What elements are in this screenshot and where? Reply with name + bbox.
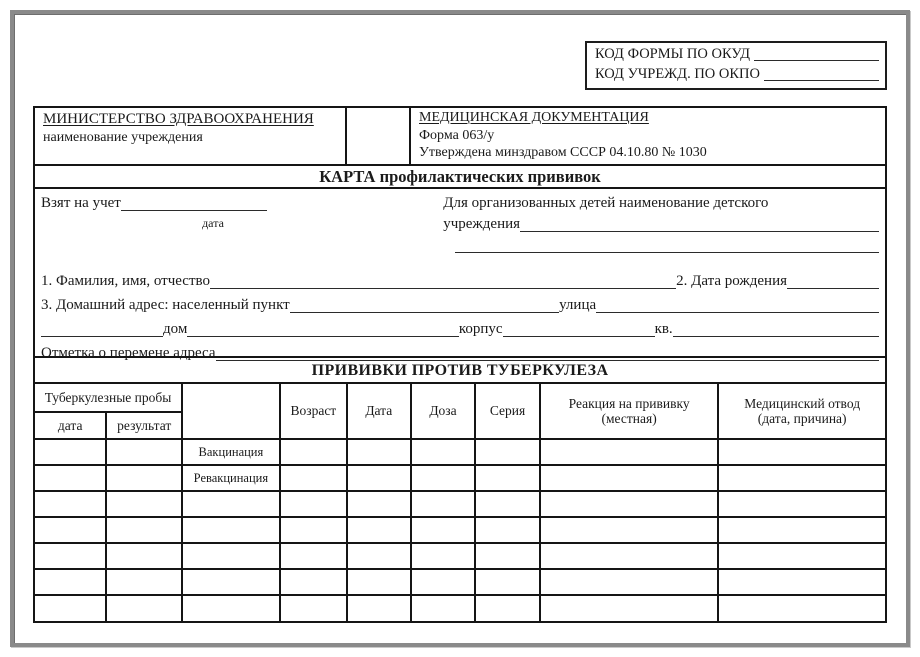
empty-cell: [35, 569, 106, 595]
reaction-header-line1: Реакция на прививку: [568, 395, 690, 411]
empty-cell: [35, 439, 106, 465]
intake-blank-line: [121, 210, 267, 211]
apartment-label: кв.: [654, 321, 673, 337]
empty-cell: [106, 517, 182, 543]
tb-table-wrapper: [35, 382, 885, 621]
okpo-blank-line: [764, 80, 879, 81]
empty-cell: [475, 517, 540, 543]
form-number: Форма 063/у: [419, 127, 495, 143]
table-row: [35, 491, 885, 517]
series-header: Серия: [475, 384, 540, 439]
empty-cell: [106, 439, 182, 465]
med-doc-title: МЕДИЦИНСКАЯ ДОКУМЕНТАЦИЯ: [419, 110, 649, 125]
empty-cell: [106, 543, 182, 569]
okud-blank-line: [754, 60, 879, 61]
street-blank-line: [596, 312, 879, 313]
org-blank-line-1: [520, 231, 879, 232]
building-label: корпус: [458, 321, 503, 337]
empty-cell: [718, 543, 885, 569]
empty-cell: [35, 595, 106, 621]
org-children-line1: Для организованных детей наименование детского: [443, 195, 769, 211]
empty-cell: [540, 569, 719, 595]
house-blank-line: [187, 336, 458, 337]
scanned-page-frame: [10, 10, 910, 647]
empty-cell: [718, 491, 885, 517]
table-row: [35, 595, 885, 621]
empty-cell: [540, 491, 719, 517]
empty-cell: [182, 517, 280, 543]
empty-cell: [540, 465, 719, 491]
okud-code-row: [595, 44, 879, 64]
org-institution-label: учреждения: [443, 216, 521, 232]
reaction-header: [540, 384, 719, 439]
tb-table-body: [35, 439, 885, 621]
vaccination-type-label: Ревакцинация: [182, 465, 280, 491]
empty-cell: [280, 465, 347, 491]
intake-date-note: дата: [202, 216, 224, 230]
code-box: [585, 41, 887, 90]
tb-vaccination-table: [35, 384, 885, 621]
okpo-label: КОД УЧРЕЖД. ПО ОКПО: [595, 66, 760, 82]
vaccination-card-form: [33, 106, 887, 623]
empty-cell: [347, 569, 411, 595]
empty-cell: [106, 595, 182, 621]
vaccination-type-header-empty: [182, 384, 280, 439]
empty-cell: [280, 491, 347, 517]
empty-cell: [540, 595, 719, 621]
empty-cell: [182, 491, 280, 517]
birthdate-label: 2. Дата рождения: [676, 273, 787, 289]
org-blank-line-2: [455, 235, 879, 253]
table-row: [35, 439, 885, 465]
table-header-row-1: [35, 384, 885, 412]
empty-cell: [347, 491, 411, 517]
okpo-code-row: [595, 64, 879, 84]
empty-cell: [411, 439, 476, 465]
empty-cell: [475, 465, 540, 491]
house-row: [41, 317, 879, 341]
empty-cell: [280, 517, 347, 543]
empty-cell: [540, 439, 719, 465]
empty-cell: [35, 491, 106, 517]
empty-cell: [475, 595, 540, 621]
empty-cell: [411, 569, 476, 595]
vaccination-type-label: Вакцинация: [182, 439, 280, 465]
apartment-blank-line: [673, 336, 879, 337]
empty-cell: [182, 595, 280, 621]
empty-cell: [35, 465, 106, 491]
empty-cell: [475, 491, 540, 517]
org-children-line3: [455, 235, 879, 256]
building-blank-line: [503, 336, 655, 337]
date-header: Дата: [347, 384, 411, 439]
empty-cell: [35, 517, 106, 543]
empty-cell: [280, 595, 347, 621]
exemption-header-line2: (дата, причина): [757, 411, 847, 426]
empty-cell: [718, 517, 885, 543]
tb-date-header: дата: [35, 412, 106, 439]
org-children-line2: [443, 214, 879, 235]
empty-cell: [280, 439, 347, 465]
house-lead-blank-line: [41, 336, 163, 337]
settlement-blank-line: [290, 312, 559, 313]
fullname-row: [41, 269, 879, 293]
empty-cell: [540, 517, 719, 543]
empty-cell: [347, 517, 411, 543]
empty-cell: [411, 595, 476, 621]
fullname-label: 1. Фамилия, имя, отчество: [41, 273, 210, 289]
empty-cell: [411, 491, 476, 517]
empty-cell: [475, 543, 540, 569]
table-row: [35, 517, 885, 543]
reaction-header-line2: (местная): [601, 411, 657, 426]
empty-cell: [411, 543, 476, 569]
empty-cell: [182, 569, 280, 595]
empty-cell: [411, 517, 476, 543]
empty-cell: [280, 543, 347, 569]
empty-cell: [280, 569, 347, 595]
intake-label: Взят на учет: [41, 195, 121, 211]
empty-cell: [347, 595, 411, 621]
empty-cell: [718, 569, 885, 595]
address-label: 3. Домашний адрес: населенный пункт: [41, 297, 290, 313]
empty-cell: [35, 543, 106, 569]
birthdate-blank-line: [787, 288, 879, 289]
empty-cell: [347, 465, 411, 491]
age-header: Возраст: [280, 384, 347, 439]
empty-cell: [540, 543, 719, 569]
ministry-note: наименование учреждения: [43, 130, 203, 145]
address-change-label: Отметка о перемене адреса: [41, 345, 216, 361]
table-row: [35, 543, 885, 569]
form-header-row: [35, 108, 885, 164]
empty-cell: [475, 569, 540, 595]
approval-note: Утверждена минздравом СССР 04.10.80 № 1030: [419, 145, 707, 160]
tb-result-header: результат: [106, 412, 182, 439]
house-label: дом: [163, 321, 188, 337]
section-title: ПРИВИВКИ ПРОТИВ ТУБЕРКУЛЕЗА: [35, 356, 885, 382]
empty-cell: [718, 439, 885, 465]
okud-label: КОД ФОРМЫ ПО ОКУД: [595, 46, 751, 62]
ministry-title: МИНИСТЕРСТВО ЗДРАВООХРАНЕНИЯ: [43, 111, 314, 127]
table-row: [35, 465, 885, 491]
empty-cell: [106, 569, 182, 595]
empty-cell: [347, 543, 411, 569]
exemption-header-line1: Медицинский отвод: [744, 395, 861, 411]
empty-cell: [106, 465, 182, 491]
ministry-cell: [35, 108, 347, 164]
intake-area: [41, 193, 879, 256]
card-title: КАРТА профилактических прививок: [35, 164, 885, 187]
empty-cell: [718, 465, 885, 491]
dose-header: Доза: [411, 384, 476, 439]
empty-cell: [182, 543, 280, 569]
empty-cell: [718, 595, 885, 621]
empty-cell: [411, 465, 476, 491]
empty-cell: [106, 491, 182, 517]
intake-left-column: [41, 193, 443, 256]
med-doc-cell: [411, 108, 885, 164]
street-label: улица: [559, 297, 597, 313]
empty-cell: [347, 439, 411, 465]
address-row: [41, 293, 879, 317]
personal-info-block: [35, 187, 885, 361]
header-empty-cell: [347, 108, 411, 164]
exemption-header: [718, 384, 885, 439]
fullname-blank-line: [210, 288, 676, 289]
table-row: [35, 569, 885, 595]
intake-row: [41, 193, 443, 214]
org-children-column: [443, 193, 879, 256]
empty-cell: [475, 439, 540, 465]
fields-area: [41, 269, 879, 365]
form-content: [33, 14, 887, 643]
tb-tests-group-header: Туберкулезные пробы: [35, 384, 182, 412]
